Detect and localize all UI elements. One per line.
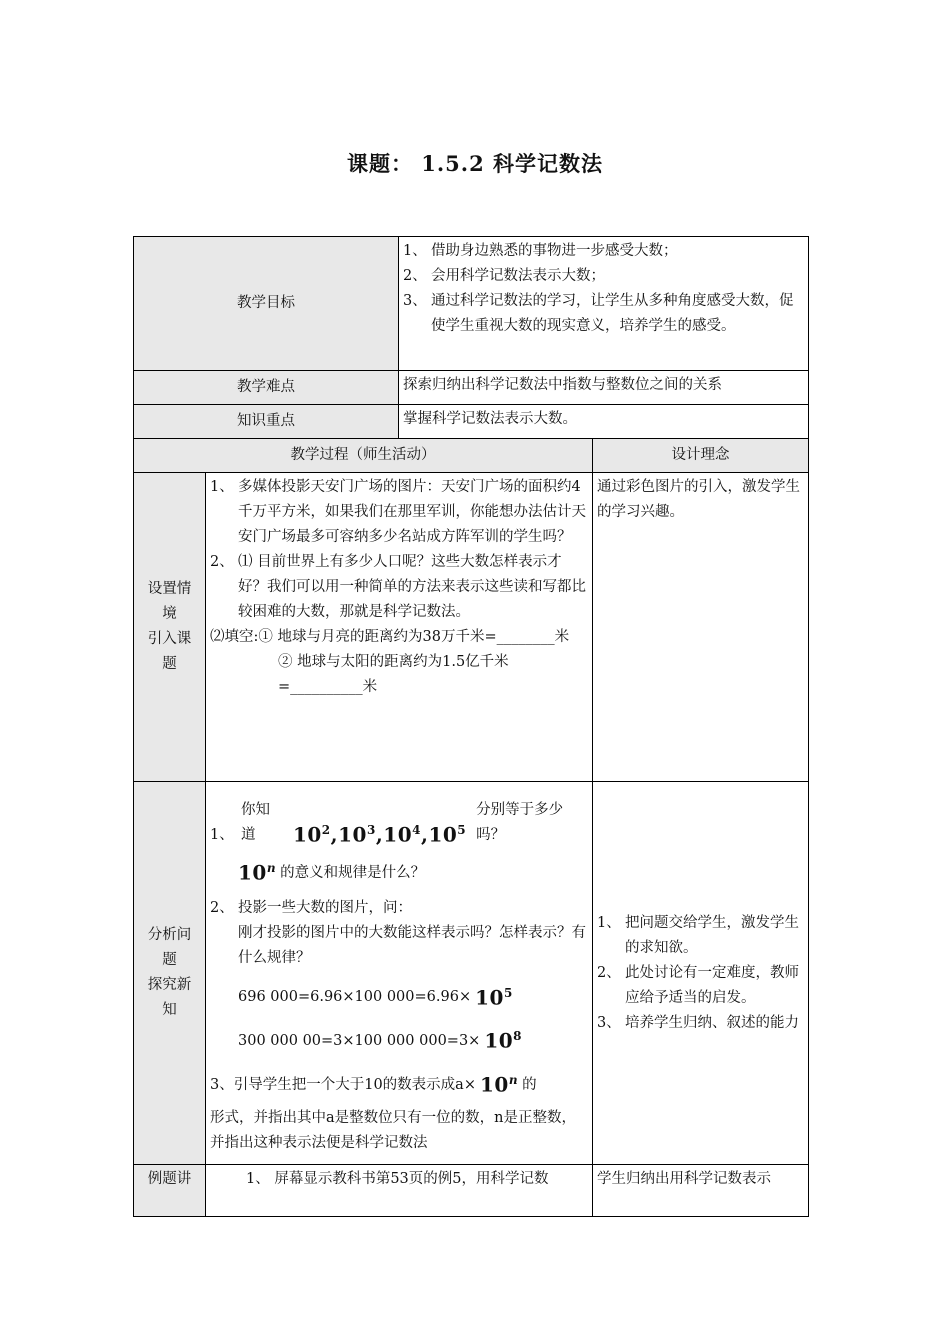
section3-text: 1、 屏幕显示教科书第53页的例5，用科学记数 (206, 1165, 593, 1217)
section2-label-line: 知 (162, 1002, 177, 1018)
section3-design: 学生归纳出用科学记数表示 (593, 1165, 809, 1217)
section1-row (134, 473, 809, 782)
equation2-text: 300 000 00=3×100 000 000=3× (238, 1032, 481, 1049)
question3-pre: 3、引导学生把一个大于10的数表示成a× (210, 1076, 476, 1093)
equation2-power: $10^8$ (484, 1028, 523, 1053)
equation1-text: 696 000=6.96×100 000=6.96× (238, 989, 472, 1006)
section1-item2-num: 2、 (210, 554, 234, 570)
question3-line (210, 1068, 588, 1098)
section1-label-line: 境 (162, 606, 177, 622)
section2-label (134, 782, 206, 1165)
goal-item (403, 264, 804, 289)
question1-line (210, 798, 588, 848)
design-item-text: 此处讨论有一定难度，教师应给予适当的启发。 (625, 964, 799, 1006)
process-header-row (134, 439, 809, 473)
question2b: 刚才投影的图片中的大数能这样表示吗？怎样表示？有什么规律？ (238, 924, 586, 966)
process-header-left: 教学过程（师生活动） (134, 439, 593, 473)
question2: 投影一些大数的图片，问： (238, 899, 412, 916)
lesson-plan-table (133, 236, 809, 1217)
goal-item-num: 3、 (403, 293, 427, 309)
design-item-num: 1、 (597, 914, 621, 931)
keypoints-row (134, 405, 809, 439)
powers-formula: $10^2,10^3,10^4,10^5$ (292, 823, 467, 847)
power-n-formula: 10$^n$ (238, 860, 277, 885)
question1-pre: 你知道 (241, 802, 270, 843)
section1-design: 通过彩色图片的引入，激发学生的学习兴趣。 (593, 473, 809, 782)
question2-num: 2、 (210, 899, 234, 916)
section2-row (134, 782, 809, 1165)
section2-design (593, 782, 809, 1165)
question1b-line (210, 856, 588, 886)
section1-content (206, 473, 593, 782)
design-item-num: 2、 (597, 964, 621, 981)
goal-item (403, 289, 804, 339)
power-n-formula-2: 10$^n$ (479, 1072, 519, 1097)
equation2 (210, 1024, 588, 1054)
page-title: 课题： 1.5.2 科学记数法 (346, 151, 604, 176)
section1-fill2: ② 地球与太阳的距离约为1.5亿千米=__________米 (278, 654, 509, 695)
section1-label-line: 题 (162, 656, 177, 672)
goal-item-text: 会用科学记数法表示大数； (431, 268, 605, 284)
section1-item1-num: 1、 (210, 479, 234, 495)
design-item (597, 911, 804, 961)
section2-label-line: 分析问 (147, 927, 192, 943)
question3-post: 的 (522, 1076, 537, 1093)
process-header-right: 设计理念 (593, 439, 809, 473)
design-item-text: 培养学生归纳、叙述的能力 (625, 1014, 799, 1031)
goal-item (403, 239, 804, 264)
goals-label: 教学目标 (134, 237, 399, 371)
section1-fill1: ⑵填空:① 地球与月亮的距离约为38万千米=________米 (210, 629, 570, 645)
difficulty-text: 探索归纳出科学记数法中指数与整数位之间的关系 (399, 371, 809, 405)
goals-content (399, 237, 809, 371)
goals-list (403, 239, 804, 339)
section2-label-line: 题 (162, 952, 177, 968)
equation1-power: $10^5$ (475, 985, 513, 1010)
goal-item-text: 通过科学记数法的学习，让学生从多种角度感受大数，促使学生重视大数的现实意义，培养学生的感受。 (431, 293, 794, 334)
section1-label (134, 473, 206, 782)
difficulty-label: 教学难点 (134, 371, 399, 405)
design-item-text: 把问题交给学生，激发学生的求知欲。 (625, 914, 799, 956)
question3b: 形式，并指出其中a是整数位只有一位的数，n是正整数，并指出这种表示法便是科学记数法 (210, 1109, 576, 1151)
design-item (597, 1011, 804, 1036)
goal-item-num: 2、 (403, 268, 427, 284)
goals-row (134, 237, 809, 371)
goal-item-text: 借助身边熟悉的事物进一步感受大数； (431, 243, 678, 259)
goal-item-num: 1、 (403, 243, 427, 259)
section2-label-line: 探究新 (147, 977, 192, 993)
keypoints-text: 掌握科学记数法表示大数。 (399, 405, 809, 439)
section2-content (206, 782, 593, 1165)
question1-num: 1、 (210, 827, 234, 843)
section1-item1: 多媒体投影天安门广场的图片：天安门广场的面积约4千万平方米，如果我们在那里军训，你能想办法估计天安门广场最多可容纳多少名站成方阵军训的学生吗？ (238, 479, 586, 545)
equation1 (210, 981, 588, 1011)
section2-design-list (597, 911, 804, 1036)
difficulty-row (134, 371, 809, 405)
design-item-num: 3、 (597, 1014, 621, 1031)
keypoints-label: 知识重点 (134, 405, 399, 439)
section1-label-line: 引入课 (147, 631, 192, 647)
section1-label-line: 设置情 (147, 581, 192, 597)
section1-item2: ⑴ 目前世界上有多少人口呢？这些大数怎样表示才好？我们可以用一种简单的方法来表示这些读和写都比较困难的大数，那就是科学记数法。 (238, 554, 586, 620)
section3-label: 例题讲 (134, 1165, 206, 1217)
question1-post: 分别等于多少吗？ (476, 802, 564, 843)
question1b: 的意义和规律是什么？ (280, 864, 426, 881)
section3-row (134, 1165, 809, 1217)
design-item (597, 961, 804, 1011)
